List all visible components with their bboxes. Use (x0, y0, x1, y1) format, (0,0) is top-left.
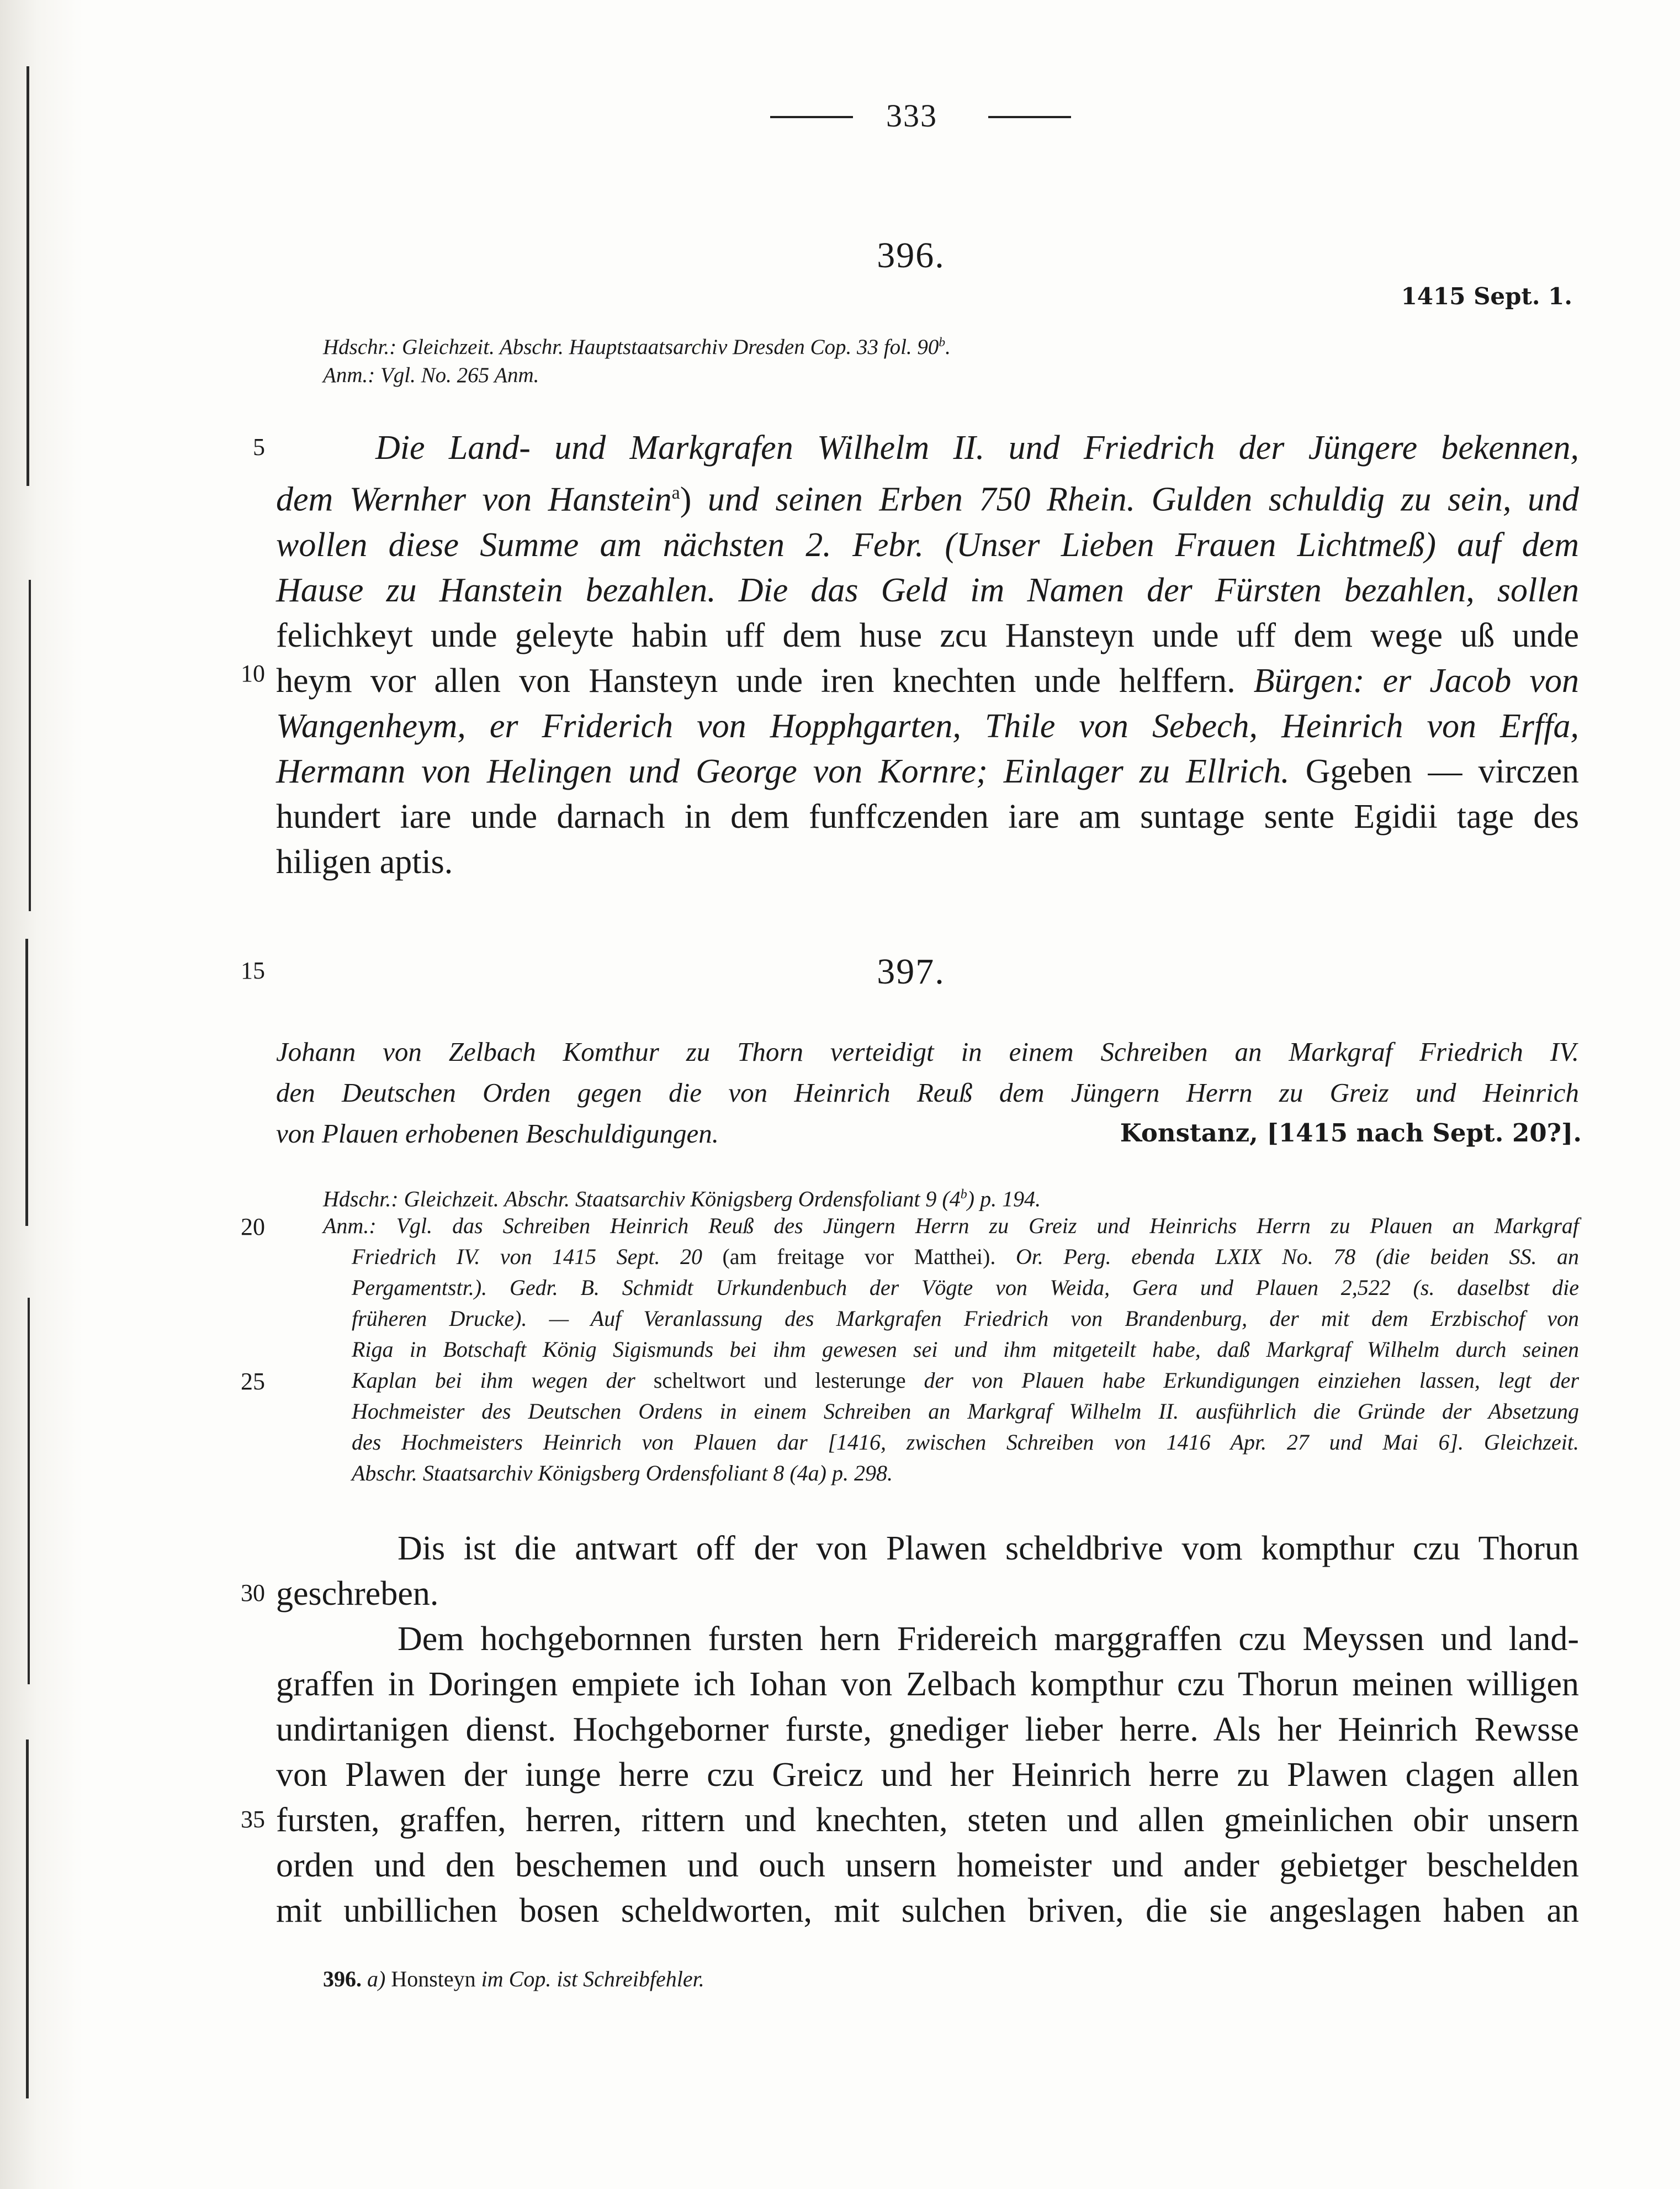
doc397-summary-line-2: den Deutschen Orden gegen die von Heinrich Reuß dem Jüngern Herrn zu Greiz und Heinrich (276, 1077, 1579, 1108)
doc397-note-line-5-seg-0: Riga in Botschaft König Sigismunds bei ihm gewesen sei und ihm mitgeteilt habe, daß Markgraf Wilhelm durch seinen (352, 1337, 1579, 1362)
doc396-line-2-sup-1: a (671, 483, 680, 503)
doc396-number: 396. (877, 235, 945, 276)
doc396-source-text: Hdschr.: Gleichzeit. Abschr. Hauptstaatsarchiv Dresden Cop. 33 fol. 90$^b$. (323, 335, 951, 359)
doc396-line-7 (276, 704, 1579, 749)
doc396-line-1 (276, 425, 1579, 470)
line-number-25: 25 (241, 1368, 265, 1395)
doc396-line-9 (276, 794, 1579, 839)
doc397-note-line-3-seg-0: Pergamentstr.). Gedr. B. Schmidt Urkundenbuch der Vögte von Weida, Gera und Plauen 2,522 (s. daselbst die (352, 1275, 1579, 1300)
footnote (323, 1966, 704, 1992)
doc397-note-line-9-seg-0: Abschr. Staatsarchiv Königsberg Ordensfoliant 8 (4a) p. 298. (352, 1461, 893, 1485)
doc397-number: 397. (877, 951, 945, 992)
doc397-note-line-1 (323, 1210, 1579, 1241)
doc397-note-line-4-seg-0: früheren Drucke). — Auf Veranlassung des Markgrafen Friedrich von Brandenburg, der mit dem Erzbischof von (352, 1306, 1579, 1331)
doc396-line-5 (276, 613, 1579, 658)
doc396-line-8 (276, 749, 1579, 794)
doc397-source-b: ) p. 194. (967, 1186, 1041, 1212)
doc397-body (276, 1526, 1579, 1933)
doc397-note-line-1-seg-0: Anm.: Vgl. das Schreiben Heinrich Reuß des Jüngern Herrn zu Greiz und Heinrichs Herrn zu Plauen an Markgraf (323, 1213, 1579, 1238)
line-number-10: 10 (241, 660, 265, 687)
doc397-note-line-7-seg-0: Hochmeister des Deutschen Ordens in einem Schreiben an Markgraf Wilhelm II. ausführlich die Gründe der Absetzung (352, 1399, 1579, 1424)
doc397-body-line-2: geschreben. (276, 1575, 439, 1612)
doc397-note-line-6 (323, 1365, 1579, 1396)
line-number-15: 15 (241, 957, 265, 984)
doc396-line-2-seg-0: dem Wernher von Hanstein (276, 480, 672, 519)
doc397-note-line-2-seg-0: Friedrich IV. von 1415 Sept. 20 (352, 1244, 723, 1269)
doc397-source-a: Hdschr.: Gleichzeit. Abschr. Staatsarchiv Königsberg Ordensfoliant 9 (4 (323, 1186, 961, 1212)
doc397-note-line-8-seg-0: des Hochmeisters Heinrich von Plauen dar [1416, zwischen Schreiben von 1416 Apr. 27 und Mai 6]. Gleichzeit. (352, 1430, 1579, 1455)
footnote-rest: im Cop. ist Schreibfehler. (481, 1966, 704, 1991)
doc397-note-line-2-seg-2: Or. Perg. ebenda LXIX No. 78 (die beiden SS. an (1015, 1244, 1580, 1269)
doc397-note-line-7 (323, 1396, 1579, 1427)
doc397-notes (323, 1210, 1579, 1489)
doc396-line-8-seg-0: Hermann von Helingen und George von Kornre; Einlager zu Ellrich. (276, 752, 1306, 790)
doc397-body-line-6: von Plawen der iunge herre czu Greicz und her Heinrich herre zu Plawen clagen allen (276, 1756, 1579, 1794)
doc397-body-line-4: graffen in Doringen empiete ich Iohan von Zelbach kompthur czu Thorun meinen willigen (276, 1665, 1579, 1703)
doc396-line-10 (276, 839, 1579, 885)
doc396-note: Anm.: Vgl. No. 265 Anm. (323, 363, 539, 387)
doc396-line-2-seg-2: ) (680, 480, 708, 519)
doc397-note-line-6-seg-2: der von Plauen habe Erkundigungen einziehen lassen, legt der (924, 1368, 1580, 1393)
doc397-note-line-6-seg-1: scheltwort und lesterunge (653, 1368, 924, 1393)
line-number-35: 35 (241, 1806, 265, 1833)
footnote-word: Honsteyn (391, 1966, 476, 1991)
doc396-line-4-seg-0: Hause zu Hanstein bezahlen. Die das Geld im Namen der Fürsten bezahlen, sollen (276, 571, 1579, 609)
doc397-body-line-7: fursten, graffen, herren, rittern und knechten, steten und allen gmeinlichen obir unsern (276, 1801, 1579, 1839)
line-number-5: 5 (253, 433, 265, 461)
doc397-note-line-3 (323, 1272, 1579, 1303)
doc396-line-2-seg-3: und seinen Erben 750 Rhein. Gulden schuldig zu sein, und (707, 480, 1579, 519)
doc396-line-3 (276, 522, 1579, 568)
doc396-line-9-seg-0: hundert iare unde darnach in dem funffczenden iare am suntage sente Egidii tage des (276, 797, 1579, 836)
doc396-line-10-seg-0: hiligen aptis. (276, 843, 453, 881)
footnote-letter: a) (367, 1966, 386, 1991)
doc396-line-6-seg-0: heym vor allen von Hansteyn unde iren knechten unde helffern. (276, 662, 1254, 700)
doc396-source (323, 327, 951, 363)
doc397-source-sup: b (960, 1187, 967, 1202)
doc397-source (323, 1179, 1041, 1214)
doc396-line-2 (276, 470, 1579, 522)
doc397-body-line-3: Dem hochgebornnen fursten hern Fridereich marggraffen czu Meyssen und land- (398, 1620, 1579, 1658)
doc397-body-line-1: Dis ist die antwart off der von Plawen scheldbrive vom kompthur czu Thorun (398, 1530, 1579, 1567)
doc397-summary-line-3: von Plauen erhobenen Beschuldigungen. (276, 1118, 719, 1149)
doc396-line-3-seg-0: wollen diese Summe am nächsten 2. Febr. (Unser Lieben Frauen Lichtmeß) auf dem (276, 526, 1579, 564)
doc396-date: 1415 Sept. 1. (1401, 283, 1572, 310)
doc397-place-date: Konstanz, [1415 nach Sept. 20?]. (1120, 1118, 1582, 1148)
doc397-note-line-5 (323, 1334, 1579, 1365)
doc397-body-line-9: mit unbillichen bosen scheldworten, mit sulchen briven, die sie angeslagen haben an (276, 1892, 1579, 1929)
doc396-line-7-seg-0: Wangenheym, er Friderich von Hopphgarten, Thile von Sebech, Heinrich von Erffa, (276, 707, 1579, 745)
page-number: 333 (886, 98, 937, 134)
doc396-source-sup: b (939, 335, 946, 350)
doc397-note-line-4 (323, 1303, 1579, 1334)
doc397-note-line-9 (323, 1458, 1579, 1489)
doc396-body (276, 425, 1579, 885)
doc396-line-5-seg-0: felichkeyt unde geleyte habin uff dem huse zcu Hansteyn unde uff dem wege uß unde (276, 616, 1579, 654)
line-number-20: 20 (241, 1213, 265, 1240)
header-rule-left (770, 116, 853, 118)
doc396-line-6 (276, 658, 1579, 704)
doc397-note-line-2-seg-1: (am freitage vor Matthei). (722, 1244, 1016, 1269)
doc396-line-6-seg-1: Bürgen: er Jacob von (1253, 662, 1579, 700)
doc396-line-1-seg-0: Die Land- und Markgrafen Wilhelm II. und Friedrich der Jüngere bekennen, (375, 429, 1579, 467)
doc396-line-4 (276, 568, 1579, 613)
line-number-30: 30 (241, 1579, 265, 1606)
doc397-note-line-6-seg-0: Kaplan bei ihm wegen der (352, 1368, 654, 1393)
header-rule-right (988, 116, 1071, 118)
doc397-note-line-2 (323, 1241, 1579, 1272)
doc396-line-8-seg-1: Ggeben — virczen (1305, 752, 1579, 790)
doc397-body-line-5: undirtanigen dienst. Hochgeborner furste, gnediger lieber herre. Als her Heinrich Rewsse (276, 1711, 1579, 1748)
doc397-note-line-8 (323, 1427, 1579, 1458)
doc397-summary-line-1: Johann von Zelbach Komthur zu Thorn verteidigt in einem Schreiben an Markgraf Friedrich IV. (276, 1037, 1579, 1067)
footnote-ref: 396. (323, 1966, 362, 1991)
doc397-body-line-8: orden und den beschemen und ouch unsern homeister und ander gebietger beschelden (276, 1847, 1579, 1884)
